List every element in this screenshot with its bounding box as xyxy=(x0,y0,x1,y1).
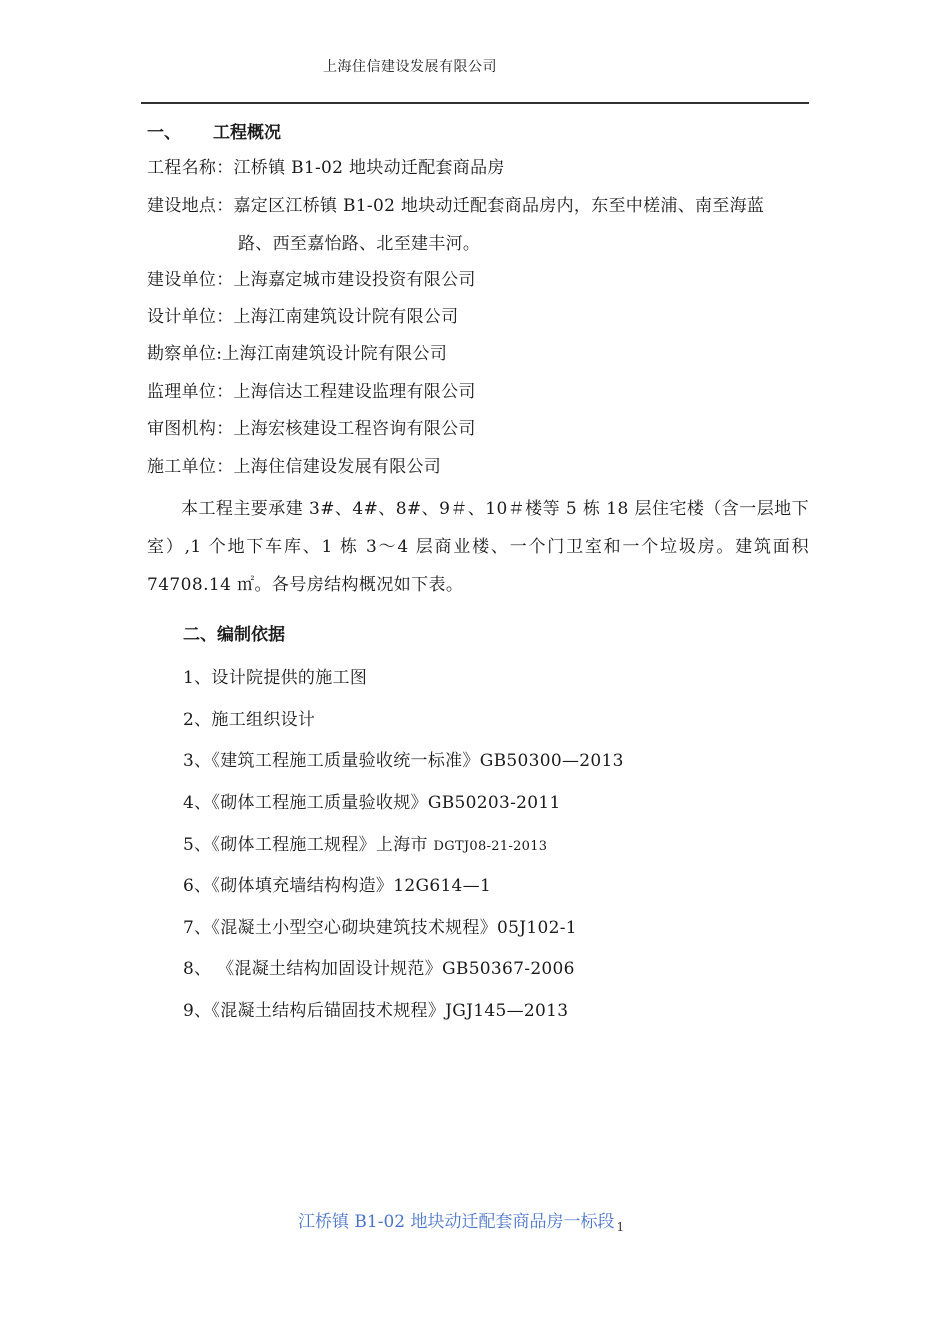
field-label: 建设单位： xyxy=(147,270,234,290)
field-label: 设计单位： xyxy=(147,307,234,327)
field-label: 建设地点： xyxy=(147,196,234,216)
footer-text: 江桥镇 B1-02 地块动迁配套商品房一标段 xyxy=(298,1212,615,1232)
basis-item-text: 5、《砌体工程施工规程》上海市 xyxy=(183,835,434,855)
page-footer xyxy=(298,1207,624,1234)
basis-item-6: 6、《砌体填充墙结构构造》12G614—1 xyxy=(183,876,492,896)
page-number: 1 xyxy=(616,1220,625,1234)
basis-item-1: 1、设计院提供的施工图 xyxy=(183,668,368,688)
field-location-cont: 路、西至嘉怡路、北至建丰河。 xyxy=(238,234,481,254)
field-value: 上海住信建设发展有限公司 xyxy=(233,457,442,477)
field-value: 上海宏核建设工程咨询有限公司 xyxy=(233,419,476,439)
header-rule xyxy=(141,102,809,104)
field-contractor xyxy=(147,452,441,477)
field-value: 上海信达工程建设监理有限公司 xyxy=(233,382,476,402)
field-location xyxy=(147,191,764,216)
basis-item-3: 3、《建筑工程施工质量验收统一标准》GB50300—2013 xyxy=(183,751,624,771)
field-label: 工程名称： xyxy=(147,158,234,178)
basis-item-2: 2、施工组织设计 xyxy=(183,710,316,730)
section-1-heading xyxy=(147,118,281,143)
field-owner xyxy=(147,265,476,290)
overview-paragraph: 本工程主要承建 3#、4#、8#、9＃、10＃楼等 5 栋 18 层住宅楼（含一层地下室）,1 个地下车库、1 栋 3～4 层商业楼、一个门卫室和一个垃圾房。建筑面积 74708.14 ㎡。各号房结构概况如下表。 xyxy=(147,499,809,595)
field-value: 上海江南建筑设计院有限公司 xyxy=(222,344,448,364)
section-1-title: 工程概况 xyxy=(213,123,281,143)
basis-item-8: 8、 《混凝土结构加固设计规范》GB50367-2006 xyxy=(183,959,575,979)
basis-item-code: DGTJ08-21-2013 xyxy=(433,839,548,854)
basis-item-5 xyxy=(183,830,547,855)
field-value: 上海江南建筑设计院有限公司 xyxy=(233,307,459,327)
field-label: 监理单位： xyxy=(147,382,234,402)
section-1-number: 一、 xyxy=(147,123,181,143)
field-label: 施工单位： xyxy=(147,457,234,477)
field-label: 审图机构： xyxy=(147,419,234,439)
field-value: 嘉定区江桥镇 B1-02 地块动迁配套商品房内，东至中槎浦、南至海蓝 xyxy=(233,196,765,216)
basis-item-9: 9、《混凝土结构后锚固技术规程》JGJ145—2013 xyxy=(183,1001,569,1021)
field-project-name xyxy=(147,153,505,178)
basis-item-7: 7、《混凝土小型空心砌块建筑技术规程》05J102-1 xyxy=(183,918,577,938)
field-value: 上海嘉定城市建设投资有限公司 xyxy=(233,270,476,290)
page-header: 上海住信建设发展有限公司 xyxy=(323,59,497,75)
field-survey xyxy=(147,339,447,364)
field-review xyxy=(147,414,476,439)
field-value: 江桥镇 B1-02 地块动迁配套商品房 xyxy=(233,158,505,178)
field-label: 勘察单位: xyxy=(147,344,223,364)
field-designer xyxy=(147,302,458,327)
section-2-heading: 二、编制依据 xyxy=(183,625,285,645)
field-supervisor xyxy=(147,377,476,402)
basis-item-4: 4、《砌体工程施工质量验收规》GB50203-2011 xyxy=(183,793,561,813)
